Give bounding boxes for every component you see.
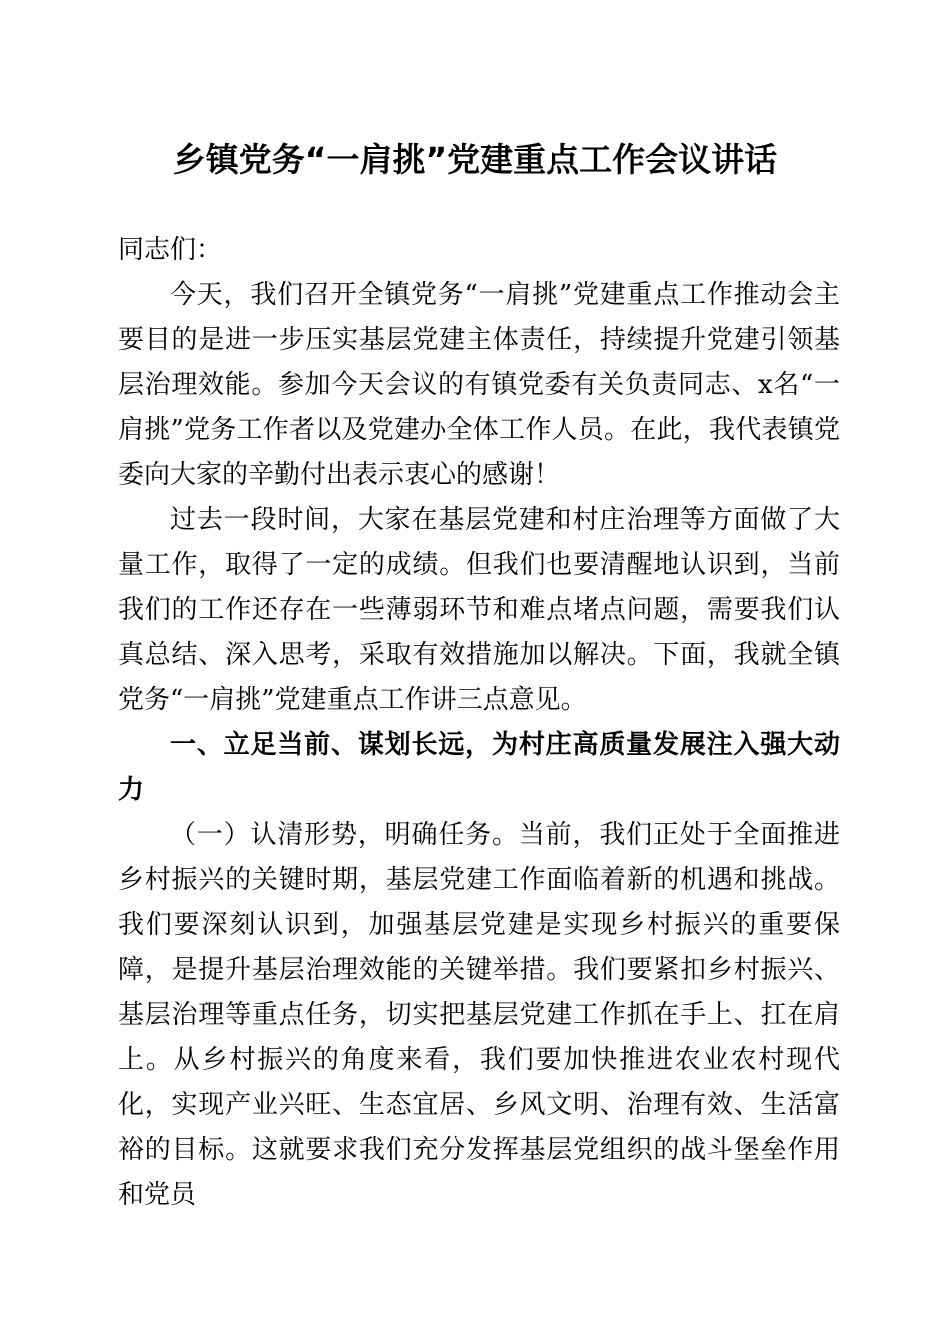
subsection-paragraph-1: （一）认清形势，明确任务。当前，我们正处于全面推进乡村振兴的关键时期，基层党建工作面临着新的机遇和挑战。我们要深刻认识到，加强基层党建是实现乡村振兴的重要保障，是提升基层治理效能的关键举措。我们要紧扣乡村振兴、基层治理等重点任务，切实把基层党建工作抓在手上、扛在肩上。从乡村振兴的角度来看，我们要加快推进农业农村现代化，实现产业兴旺、生态宜居、乡风文明、治理有效、生活富裕的目标。这就要求我们充分发挥基层党组织的战斗堡垒作用和党员 — [118, 820, 840, 1210]
paragraph-opening: 今天，我们召开全镇党务“一肩挑”党建重点工作推动会主要目的是进一步压实基层党建主体责任，持续提升党建引领基层治理效能。参加今天会议的有镇党委有关负责同志、x名“一肩挑”党务工作者以及党建办全体工作人员。在此，我代表镇党委向大家的辛勤付出表示衷心的感谢！ — [118, 280, 840, 490]
paragraph-review: 过去一段时间，大家在基层党建和村庄治理等方面做了大量工作，取得了一定的成绩。但我们也要清醒地认识到，当前我们的工作还存在一些薄弱环节和难点堵点问题，需要我们认真总结、深入思考，采取有效措施加以解决。下面，我就全镇党务“一肩挑”党建重点工作讲三点意见。 — [118, 505, 840, 715]
section-heading-1: 一、立足当前、谋划长远，为村庄高质量发展注入强大动力 — [118, 730, 840, 805]
document-title: 乡镇党务“一肩挑”党建重点工作会议讲话 — [172, 140, 778, 179]
salutation: 同志们： — [118, 235, 223, 265]
document-body — [118, 228, 840, 1218]
